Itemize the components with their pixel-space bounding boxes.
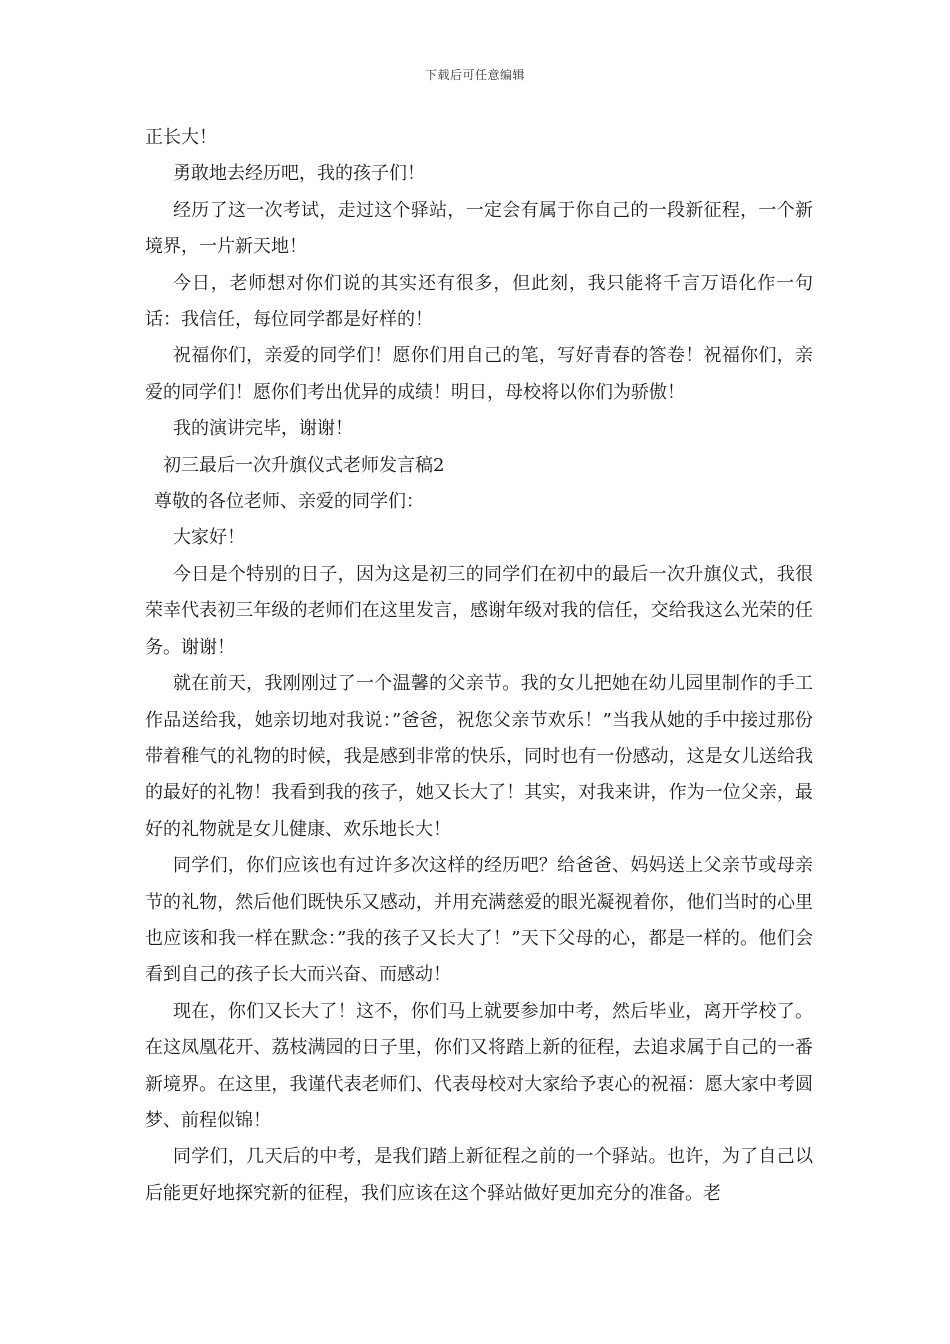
paragraph: 祝福你们，亲爱的同学们！愿你们用自己的笔，写好青春的答卷！祝福你们，亲爱的同学们！愿你们考出优异的成绩！明日，母校将以你们为骄傲！: [145, 345, 813, 403]
paragraph: 今日，老师想对你们说的其实还有很多，但此刻，我只能将千言万语化作一句话：我信任，每位同学都是好样的！: [145, 272, 813, 331]
section-title: 初三最后一次升旗仪式老师发言稿2: [163, 454, 445, 476]
paragraph: 今日是个特别的日子，因为这是初三的同学们在初中的最后一次升旗仪式，我很荣幸代表初三年级的老师们在这里发言，感谢年级对我的信任，交给我这么光荣的任务。谢谢！: [145, 563, 813, 658]
paragraph: 同学们，你们应该也有过许多次这样的经历吧？给爸爸、妈妈送上父亲节或母亲节的礼物，然后他们既快乐又感动，并用充满慈爱的眼光凝视着你，他们当时的心里也应该和我一样在默念：”我的孩子又长大了！”天下父母的心，都是一样的。他们会看到自己的孩子长大而兴奋、而感动！: [145, 855, 813, 986]
greeting: 大家好！: [173, 527, 245, 549]
paragraph: 勇敢地去经历吧，我的孩子们！: [173, 163, 425, 185]
paragraph: 经历了这一次考试，走过这个驿站，一定会有属于你自己的一段新征程，一个新境界，一片新天地！: [145, 199, 813, 258]
paragraph: 同学们，几天后的中考，是我们踏上新征程之前的一个驿站。也许，为了自己以后能更好地探究新的征程，我们应该在这个驿站做好更加充分的准备。老: [145, 1146, 813, 1204]
header-note: 下载后可任意编辑: [424, 68, 525, 82]
document-body: [145, 120, 813, 1212]
paragraph: 就在前天，我刚刚过了一个温馨的父亲节。我的女儿把她在幼儿园里制作的手工作品送给我，她亲切地对我说：”爸爸，祝您父亲节欢乐！”当我从她的手中接过那份带着稚气的礼物的时候，我是感到非常的快乐，同时也有一份感动，这是女儿送给我的最好的礼物！我看到我的孩子，她又长大了！其实，对我来讲，作为一位父亲，最好的礼物就是女儿健康、欢乐地长大！: [145, 673, 813, 840]
paragraph: 我的演讲完毕，谢谢！: [173, 418, 353, 440]
paragraph: 现在，你们又长大了！这不，你们马上就要参加中考，然后毕业，离开学校了。在这凤凰花开、荔枝满园的日子里，你们又将踏上新的征程，去追求属于自己的一番新境界。在这里，我谨代表老师们、代表母校对大家给予衷心的祝福：愿大家中考圆梦、前程似锦！: [145, 1000, 813, 1131]
paragraph: 正长大！: [145, 127, 217, 148]
salutation: 尊敬的各位老师、亲爱的同学们：: [154, 491, 424, 513]
